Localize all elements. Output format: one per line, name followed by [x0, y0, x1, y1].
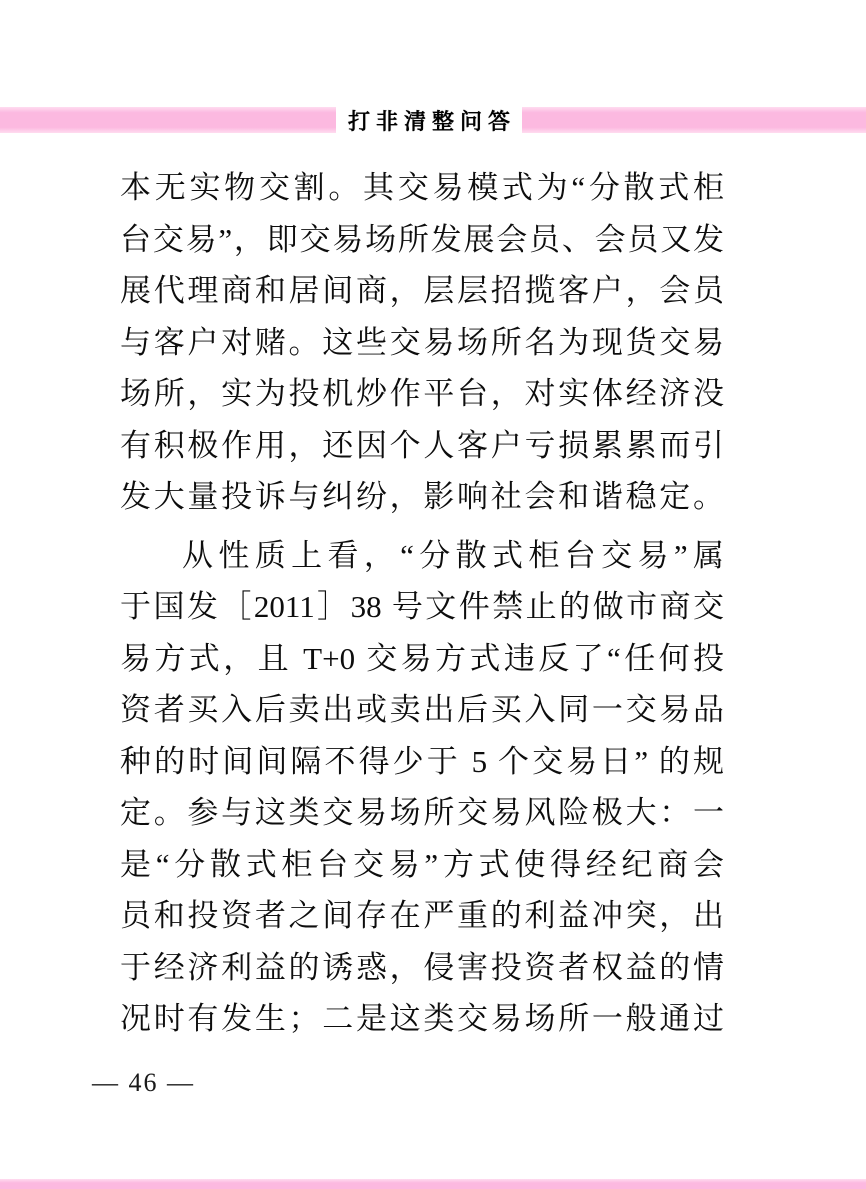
text-line: 场所，实为投机炒作平台，对实体经济没 — [120, 376, 724, 411]
text-line: 定。参与这类交易场所交易风险极大：一 — [120, 795, 724, 830]
text-line: 况时有发生；二是这类交易场所一般通过 — [120, 1001, 724, 1036]
text-line: 台交易”，即交易场所发展会员、会员又发 — [120, 221, 724, 257]
page-number: — 46 — — [92, 1068, 195, 1097]
text-line: 易方式，且 T+0 交易方式违反了“任何投 — [120, 640, 724, 676]
header-band-right-segment — [522, 107, 866, 133]
text-line: 从性质上看，“分散式柜台交易”属 — [182, 537, 724, 573]
bottom-band — [0, 1179, 866, 1189]
text-line: 于经济利益的诱惑，侵害投资者权益的情 — [120, 949, 724, 985]
text-line: 展代理商和居间商，层层招揽客户，会员 — [120, 273, 724, 308]
text-line: 本无实物交割。其交易模式为“分散式柜 — [120, 170, 724, 205]
header-title-gap — [336, 96, 522, 144]
text-line: 于国发［2011］38 号文件禁止的做市商交 — [120, 589, 724, 624]
text-line: 发大量投诉与纠纷，影响社会和谐稳定。 — [120, 479, 724, 514]
header-band — [0, 107, 866, 133]
text-line: 有积极作用，还因个人客户亏损累累而引 — [120, 427, 724, 463]
page-header-title: 打非清整问答 — [347, 108, 516, 134]
text-line: 是“分散式柜台交易”方式使得经纪商会 — [120, 846, 724, 882]
body-text — [120, 162, 724, 1045]
text-line: 种的时间间隔不得少于 5 个交易日” 的规 — [120, 743, 724, 779]
text-line: 与客户对赌。这些交易场所名为现货交易 — [120, 324, 724, 360]
text-line: 员和投资者之间存在严重的利益冲突，出 — [120, 898, 724, 933]
header-band-left-segment — [0, 107, 336, 133]
text-line: 资者买入后卖出或卖出后买入同一交易品 — [120, 692, 724, 727]
